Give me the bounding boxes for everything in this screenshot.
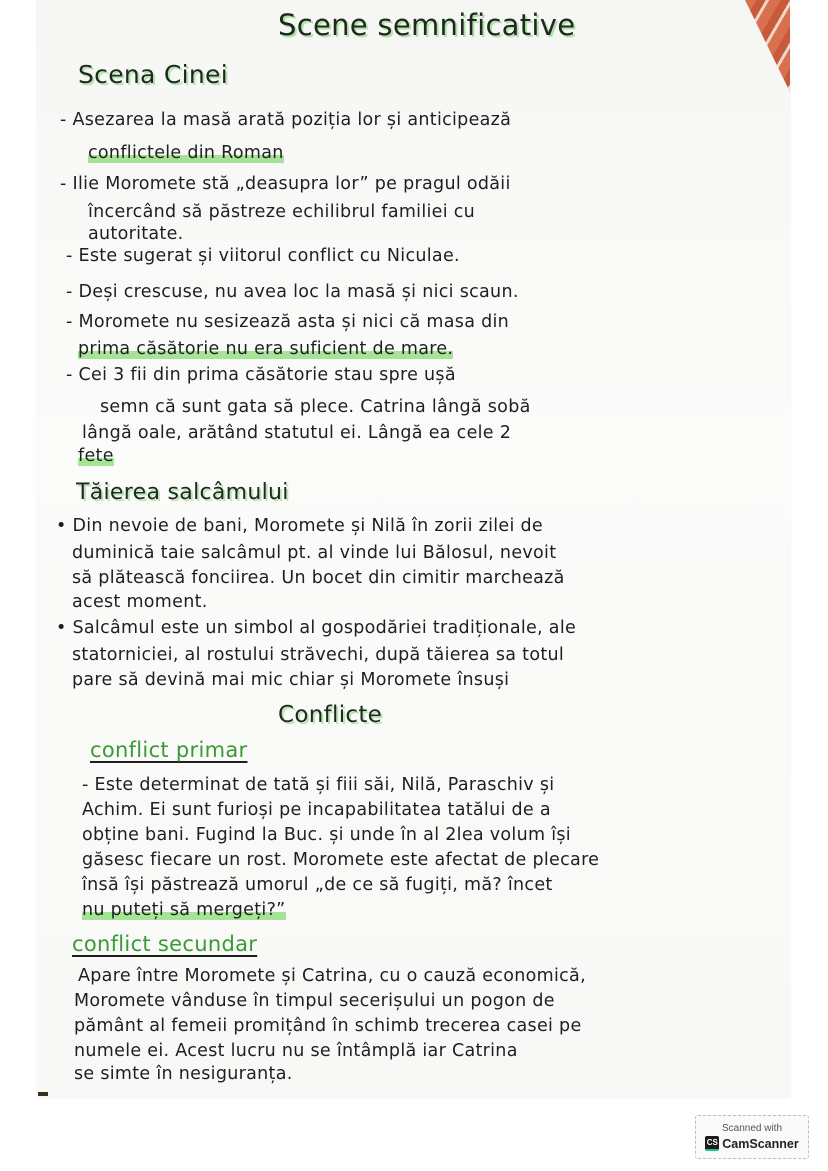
text-line: conflictele din Roman bbox=[88, 143, 284, 163]
text-line: - Asezarea la masă arată poziția lor și anticipează bbox=[60, 110, 512, 130]
section-heading-conflicte: Conflicte bbox=[278, 702, 383, 728]
text-line: fete bbox=[78, 446, 114, 466]
text-line: pare să devină mai mic chiar și Moromete însuși bbox=[72, 670, 510, 690]
text-line: statorniciei, al rostului străvechi, după tăierea sa totul bbox=[72, 645, 565, 665]
text-line: - Este determinat de tată și fiii săi, Nilă, Paraschiv și bbox=[82, 775, 555, 795]
text-line: • Salcâmul este un simbol al gospodăriei tradiționale, ale bbox=[56, 618, 577, 638]
text-line: numele ei. Acest lucru nu se întâmplă iar Catrina bbox=[74, 1041, 518, 1061]
text-line: - Cei 3 fii din prima căsătorie stau spre ușă bbox=[66, 365, 456, 385]
camscanner-watermark bbox=[695, 1115, 809, 1159]
camscanner-name: CamScanner bbox=[722, 1136, 799, 1151]
text-line: Moromete vânduse în timpul secerișului un pogon de bbox=[74, 991, 555, 1011]
text-line: Apare între Moromete și Catrina, cu o cauză economică, bbox=[78, 966, 586, 986]
text-line: acest moment. bbox=[72, 592, 208, 612]
text-line: încercând să păstreze echilibrul familiei cu bbox=[88, 202, 476, 222]
subsection-heading-conflict-primar: conflict primar bbox=[90, 738, 248, 762]
text-line: - Deși crescuse, nu avea loc la masă și nici scaun. bbox=[66, 282, 519, 302]
text-line: Achim. Ei sunt furioși pe incapabilitatea tatălui de a bbox=[82, 800, 551, 820]
text-line: să plătească fonciirea. Un bocet din cimitir marchează bbox=[72, 568, 565, 588]
text-line: semn că sunt gata să plece. Catrina lângă sobă bbox=[100, 397, 531, 417]
text-line: găsesc fiecare un rost. Moromete este afectat de plecare bbox=[82, 850, 600, 870]
scanned-with-label: Scanned with bbox=[721, 1123, 783, 1134]
section-heading-scena-cinei: Scena Cinei bbox=[78, 60, 228, 89]
text-line: • Din nevoie de bani, Moromete și Nilă în zorii zilei de bbox=[56, 516, 543, 536]
text-line: autoritate. bbox=[88, 224, 184, 244]
camscanner-logo-icon: CS bbox=[705, 1136, 719, 1151]
text-line: prima căsătorie nu era suficient de mare. bbox=[78, 339, 454, 359]
text-line: obține bani. Fugind la Buc. și unde în al 2lea volum își bbox=[82, 825, 571, 845]
text-line: - Ilie Moromete stă „deasupra lor” pe pragul odăii bbox=[60, 174, 511, 194]
text-line: - Moromete nu sesizează asta și nici că masa din bbox=[66, 312, 510, 332]
text-line: lângă oale, arătând statutul ei. Lângă ea cele 2 bbox=[82, 423, 512, 443]
text-line: pământ al femeii promițând în schimb trecerea casei pe bbox=[74, 1016, 582, 1036]
page-title: Scene semnificative bbox=[278, 8, 576, 42]
text-line: - Este sugerat și viitorul conflict cu Niculae. bbox=[66, 246, 460, 266]
section-heading-taierea-salcamului: Tăierea salcâmului bbox=[76, 480, 289, 505]
page-edge-mark bbox=[38, 1092, 48, 1096]
text-line: însă își păstrează umorul „de ce să fugiți, mă? încet bbox=[82, 875, 553, 895]
text-line: nu puteți să mergeți?” bbox=[82, 900, 286, 920]
subsection-heading-conflict-secundar: conflict secundar bbox=[72, 932, 258, 956]
text-line: duminică taie salcâmul pt. al vinde lui Bălosul, nevoit bbox=[72, 543, 557, 563]
text-line: se simte în nesiguranța. bbox=[74, 1064, 293, 1084]
